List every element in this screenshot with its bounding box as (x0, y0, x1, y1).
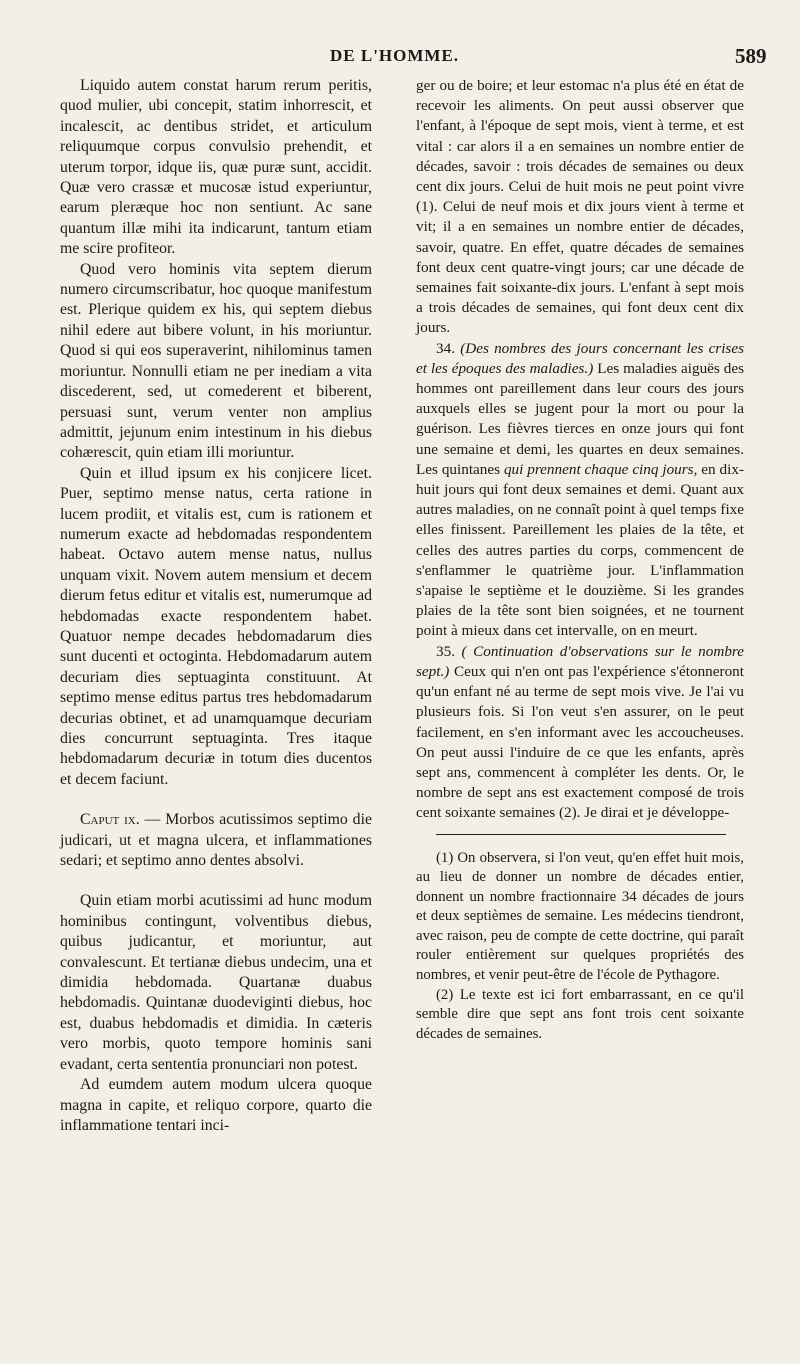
section-text: Ceux qui n'en ont pas l'expérience s'étonneront qu'un enfant né au terme de sept mois vive. Je l'ai vu plusieurs fois. Si l'on veut s'en assurer, on le peut facilement, en s'en informant avec les accoucheuses. On peut aussi l'induire de ce que les enfants, après sept ans, commencent à compléter les dents. Or, le nombre de sept ans est exactement composé de trois cent soixante semaines (2). Je dirai et je développe- (416, 662, 744, 822)
latin-paragraph: Quin etiam morbi acutissimi ad hunc modum hominibus contingunt, volventibus diebus, quibus judicantur, et moriuntur, aut convalescunt. Et tertianæ diebus undecim, una et dimidia hebdomada. Quartanæ duabus hebdomadis. Quintanæ duodeviginti diebus, hoc est, duabus hebdomadis et dimidia. In cæteris vero morbis, quoto tempore hominis sani evadant, certa sententia pronunciari non potest. (60, 892, 372, 1073)
section-text: Les maladies aiguës des hommes ont pareillement dans leur cours des jours auxquels elles se jugent pour la mort ou pour la guérison. Les fièvres tierces en onze jours qui font une semaine et demi, les quartes en deux semaines. Les quintanes (416, 359, 744, 478)
latin-paragraph: Liquido autem constat harum rerum peritis, quod mulier, ubi concepit, statim inhorrescit, et incalescit, ac dentibus stridet, et articulum reliquumque corpus convulsio prehendit, et uterum torpor, idque iis, quæ puræ sunt, accidit. Quæ vero crassæ et mucosæ istud experiuntur, earum pleræque hoc non sentiunt. Ac sane quantum illæ mihi ita indicarunt, tantum etiam me scire profiteor. (60, 77, 372, 258)
latin-paragraph: Quin et illud ipsum ex his conjicere licet. Puer, septimo mense natus, certa ratione in lucem prodiit, et vitalis est, cum is rationem et numerum exacte ad hebdomadas respondentem habeat. Octavo autem mense natus, nullus unquam vixit. Novem autem mensium et decem dierum fetus editur et vitalis est, numerumque ad hebdomadas exacte respondentem habet. Quatuor nempe decades hebdomadarum dies sunt ducenti et octoginta. Hebdomadarum autem decuriam dies septuaginta constituunt. At septimo mense editus partus tres hebdomadarum decurias obtinet, et ad unamquamque decuriam dies concurrunt septuaginta. Tres itaque hebdomadarum decuriæ in totum dies ducentos et decem faciunt. (60, 464, 372, 788)
running-head: DE L'HOMME. (330, 46, 460, 65)
page-header (0, 46, 800, 74)
latin-paragraph: Quod vero hominis vita septem dierum numero circumscribatur, hoc quoque manifestum est. Plerique quidem ex his, qui septem diebus nihil edere aut bibere volunt, in his moriuntur. Quod si qui eos superaverint, nihilominus tamen moriuntur. Nonnulli etiam ne per inediam a vita discederent, sed, ut comederent et biberent, persuasi sunt, verum venter non amplius admittit, jejunum enim intestinum in his diebus cohærescit, quin etiam illi moriuntur. (60, 260, 372, 462)
section-italic: qui prennent chaque cinq jours (503, 460, 694, 478)
chapter-summary: — Morbos acutissimos septimo die judicari, ut et magna ulcera, et inflammationes sedari; et septimo anno dentes absolvi. (60, 811, 372, 870)
french-paragraph: ger ou de boire; et leur estomac n'a plus été en état de recevoir les aliments. On peut aussi observer que l'enfant, à l'époque de sept mois, vient à terme, et est vital : car alors il a en semaines un nombre entier de décades, savoir : trois décades de semaines ou deux cent dix jours. Celui de huit mois ne peut point vivre (1). Celui de neuf mois et dix jours vient à terme et vit; il a en semaines un nombre entier de décades, savoir, quatre. En effet, quatre décades de semaines font deux cent quatre-vingt jours; car une décade de semaines fait soixante-dix jours. L'enfant à sept mois a trois décades de semaines, qui font deux cent dix jours. (416, 77, 744, 337)
french-paragraph-34 (416, 339, 744, 642)
footnote-divider (436, 834, 726, 835)
latin-paragraph: Ad eumdem autem modum ulcera quoque magna in capite, et reliquo corpore, quarto die inflammatione tentari inci- (60, 1076, 372, 1134)
page-number: 589 (735, 44, 767, 68)
section-number: 35. (436, 642, 462, 660)
section-number: 34. (436, 339, 461, 357)
chapter-label: Caput ix. (80, 811, 140, 829)
footnote-2: (2) Le texte est ici fort embarrassant, en ce qu'il semble dire que sept ans font trois cent soixante décades de semaines. (416, 986, 744, 1042)
footnote-1: (1) On observera, si l'on veut, qu'en effet huit mois, au lieu de donner un nombre de décades entier, donnent un nombre fractionnaire 34 décades de jours et deux septièmes de semaine. Les médecins tiendront, avec raison, peu de compte de cette doctrine, qui paraît rouler entièrement sur quelques propriétés des nombres, et venir peut-être de l'école de Pythagore. (416, 849, 744, 984)
latin-column (60, 76, 372, 1136)
chapter-heading (60, 810, 372, 871)
french-paragraph-35 (416, 642, 744, 824)
footnotes (416, 849, 744, 1045)
section-text: , en dix-huit jours qui font deux semaines et demi. Quant aux autres maladies, on ne connaît point à quel temps fixe elles finissent. Pareillement les plaies de la tête, et celles des autres parties du corps, commencent de s'enflammer le quatrième jour. L'inflammation s'apaise le septième et le douzième. Si les grandes plaies de la tête sont bien soignées, et ne tournent point à mieux dans cet intervalle, on en meurt. (416, 460, 744, 640)
french-column (416, 76, 744, 1044)
section-title: (Des nombres des jours concernant les crises et les époques des maladies.) (416, 339, 744, 377)
section-title: ( Continuation d'observations sur le nombre sept.) (416, 642, 745, 680)
